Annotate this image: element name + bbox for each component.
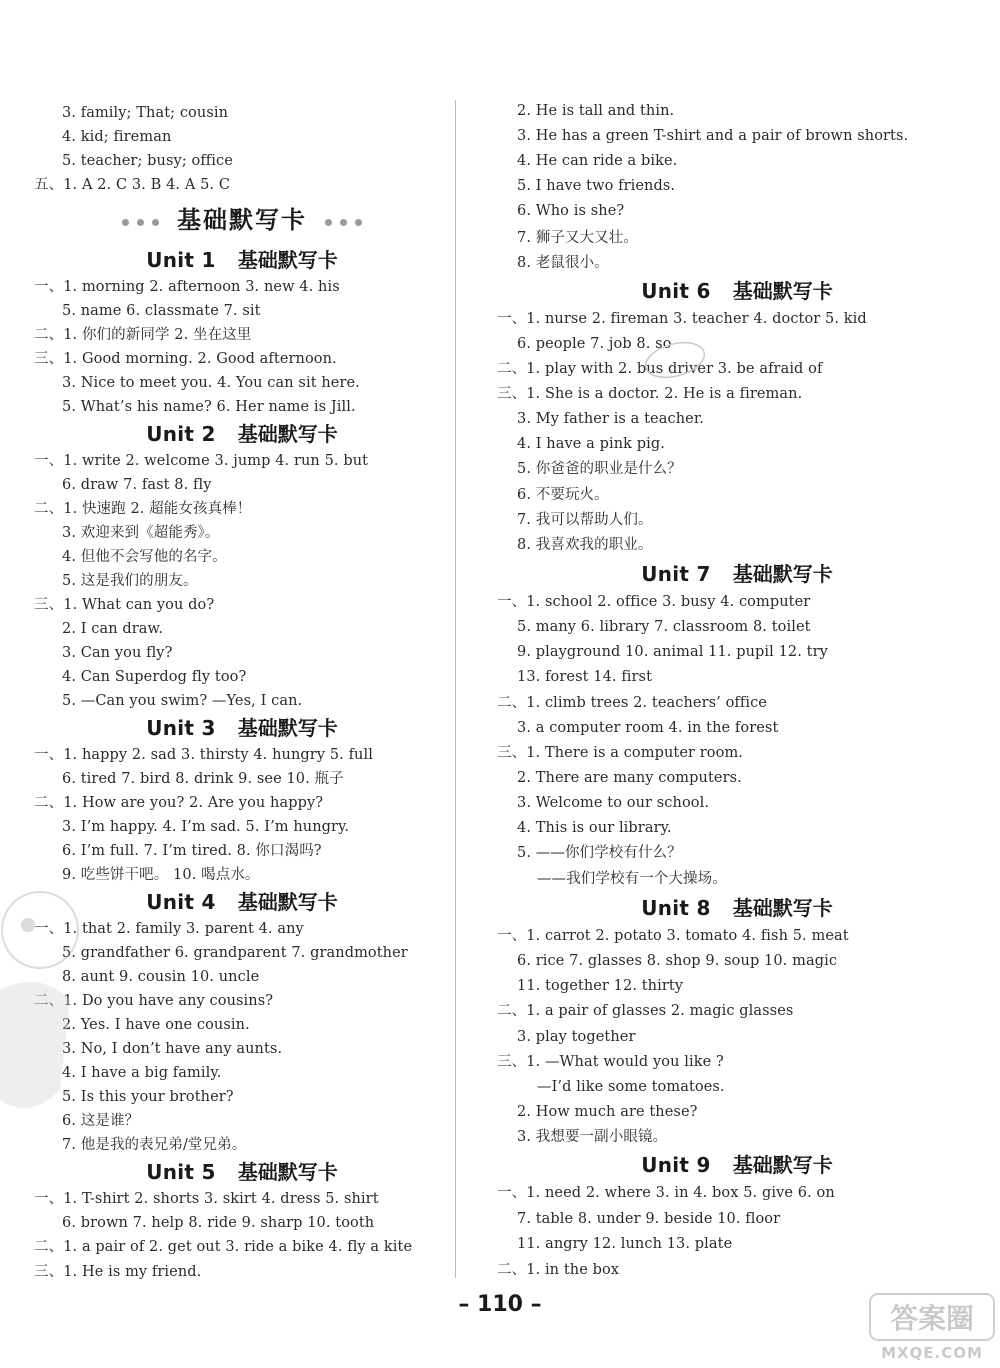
answer-line: 4. Can Superdog fly too? xyxy=(62,669,247,685)
answer-line: 5. ——你们学校有什么？ xyxy=(517,845,682,861)
unit-label: Unit 9 xyxy=(641,1153,711,1177)
answer-line: 3. 欢迎来到《超能秀》。 xyxy=(62,525,220,541)
answer-line: 5. 你爸爸的职业是什么？ xyxy=(517,461,682,477)
answer-line: 7. 狮子又大又壮。 xyxy=(517,230,638,246)
answer-line: 五、1. A 2. C 3. B 4. A 5. C xyxy=(34,177,231,193)
answer-line: 5. many 6. library 7. classroom 8. toilet xyxy=(517,619,811,635)
answer-line: 8. 我喜欢我的职业。 xyxy=(517,537,653,553)
answer-line: 2. Yes. I have one cousin. xyxy=(62,1017,250,1033)
answer-line: 一、1. morning 2. afternoon 3. new 4. his xyxy=(34,279,340,295)
answer-line: 三、1. —What would you like ? xyxy=(497,1054,724,1070)
answer-line: 9. 吃些饼干吧。 10. 喝点水。 xyxy=(62,867,260,883)
section-title xyxy=(32,203,452,237)
answer-line: 三、1. She is a doctor. 2. He is a fireman. xyxy=(497,386,803,402)
answer-line: 2. How much are these? xyxy=(517,1104,698,1120)
section-title-text: 基础默写卡 xyxy=(177,206,307,234)
answer-line: 5. Is this your brother? xyxy=(62,1089,234,1105)
unit-label: Unit 8 xyxy=(641,896,711,920)
answer-line: 6. I’m full. 7. I’m tired. 8. 你口渴吗? xyxy=(62,843,322,859)
answer-line: 6. 这是谁？ xyxy=(62,1113,140,1129)
answer-line: 4. This is our library. xyxy=(517,820,672,836)
answer-line: 5. —Can you swim? —Yes, I can. xyxy=(62,693,303,709)
decorative-dots-icon xyxy=(321,204,366,238)
answer-line: 13. forest 14. first xyxy=(517,669,653,685)
unit-heading xyxy=(32,247,452,273)
answer-line: 二、1. in the box xyxy=(497,1262,620,1278)
answer-line: 3. Nice to meet you. 4. You can sit here. xyxy=(62,375,360,391)
unit-title: 基础默写卡 xyxy=(237,1160,338,1184)
answer-line: 三、1. Good morning. 2. Good afternoon. xyxy=(34,351,337,367)
answer-line: 6. 不要玩火。 xyxy=(517,487,609,503)
unit-title: 基础默写卡 xyxy=(732,279,833,303)
unit-title: 基础默写卡 xyxy=(732,562,833,586)
unit-heading xyxy=(497,278,977,304)
answer-line: 6. rice 7. glasses 8. shop 9. soup 10. magic xyxy=(517,953,838,969)
unit-title: 基础默写卡 xyxy=(237,716,338,740)
answer-line: 三、1. There is a computer room. xyxy=(497,745,744,761)
answer-line: 一、1. write 2. welcome 3. jump 4. run 5. but xyxy=(34,453,369,469)
answer-line: 6. people 7. job 8. so xyxy=(517,336,672,352)
answer-line: 2. He is tall and thin. xyxy=(517,103,675,119)
answer-line: 7. table 8. under 9. beside 10. floor xyxy=(517,1211,781,1227)
answer-line: 7. 我可以帮助人们。 xyxy=(517,512,653,528)
unit-label: Unit 2 xyxy=(146,422,216,446)
answer-line: 二、1. play with 2. bus driver 3. be afraid of xyxy=(497,361,823,377)
answer-line: 一、1. need 2. where 3. in 4. box 5. give 6. on xyxy=(497,1185,835,1201)
unit-label: Unit 1 xyxy=(146,248,216,272)
answer-line: 二、1. Do you have any cousins? xyxy=(34,993,274,1009)
unit-heading xyxy=(497,561,977,587)
unit-label: Unit 5 xyxy=(146,1160,216,1184)
answer-line: 5. I have two friends. xyxy=(517,178,676,194)
unit-title: 基础默写卡 xyxy=(732,1153,833,1177)
answer-line: 4. I have a pink pig. xyxy=(517,436,665,452)
unit-label: Unit 4 xyxy=(146,890,216,914)
answer-line: 二、1. a pair of 2. get out 3. ride a bike 4. fly a kite xyxy=(34,1239,413,1255)
faint-stamp xyxy=(640,340,710,380)
answer-line: 3. I’m happy. 4. I’m sad. 5. I’m hungry. xyxy=(62,819,350,835)
answer-line: 6. tired 7. bird 8. drink 9. see 10. 瓶子 xyxy=(62,771,344,787)
page-number: – 110 – xyxy=(458,1292,542,1317)
answer-line: 5. grandfather 6. grandparent 7. grandmother xyxy=(62,945,408,961)
answer-line: ——我们学校有一个大操场。 xyxy=(537,871,727,887)
answer-line: 6. brown 7. help 8. ride 9. sharp 10. tooth xyxy=(62,1215,375,1231)
answer-line: 一、1. T-shirt 2. shorts 3. skirt 4. dress 5. shirt xyxy=(34,1191,379,1207)
answer-line: 3. Can you fly? xyxy=(62,645,173,661)
answer-line: 3. No, I don’t have any aunts. xyxy=(62,1041,283,1057)
answer-line: 4. He can ride a bike. xyxy=(517,153,678,169)
answer-line: 8. 老鼠很小。 xyxy=(517,255,609,271)
unit-label: Unit 7 xyxy=(641,562,711,586)
answer-line: 5. teacher; busy; office xyxy=(62,153,233,169)
answer-line: 6. draw 7. fast 8. fly xyxy=(62,477,212,493)
answer-line: 一、1. happy 2. sad 3. thirsty 4. hungry 5. full xyxy=(34,747,373,763)
unit-title: 基础默写卡 xyxy=(237,248,338,272)
answer-line: 3. He has a green T-shirt and a pair of brown shorts. xyxy=(517,128,909,144)
answer-line: 6. Who is she? xyxy=(517,203,625,219)
answer-line: 3. Welcome to our school. xyxy=(517,795,710,811)
answer-line: 3. a computer room 4. in the forest xyxy=(517,720,779,736)
answer-line: 2. I can draw. xyxy=(62,621,164,637)
answer-line: 5. 这是我们的朋友。 xyxy=(62,573,198,589)
unit-title: 基础默写卡 xyxy=(732,896,833,920)
answer-line: 4. I have a big family. xyxy=(62,1065,222,1081)
unit-heading xyxy=(32,715,452,741)
answer-line: 一、1. carrot 2. potato 3. tomato 4. fish 5. meat xyxy=(497,928,849,944)
answer-line: 3. 我想要一副小眼镜。 xyxy=(517,1129,668,1145)
mascot-illustration xyxy=(0,860,110,1160)
answer-line: 4. kid; fireman xyxy=(62,129,172,145)
unit-heading xyxy=(497,1152,977,1178)
answer-line: 3. family; That; cousin xyxy=(62,105,229,121)
answer-line: 11. together 12. thirty xyxy=(517,978,684,994)
answer-line: 2. There are many computers. xyxy=(517,770,742,786)
answer-line: 三、1. He is my friend. xyxy=(34,1264,202,1280)
unit-heading xyxy=(32,1159,452,1185)
unit-label: Unit 3 xyxy=(146,716,216,740)
decorative-dots-icon xyxy=(118,204,163,238)
answer-line: 3. play together xyxy=(517,1029,636,1045)
answer-line: 8. aunt 9. cousin 10. uncle xyxy=(62,969,260,985)
answer-line: 二、1. 快速跑 2. 超能女孩真棒！ xyxy=(34,501,252,517)
column-divider xyxy=(455,100,456,1278)
unit-label: Unit 6 xyxy=(641,279,711,303)
unit-title: 基础默写卡 xyxy=(237,890,338,914)
answer-line: 二、1. a pair of glasses 2. magic glasses xyxy=(497,1003,794,1019)
watermark-top-text: 答案圈 xyxy=(889,1302,975,1335)
unit-title: 基础默写卡 xyxy=(237,422,338,446)
answer-line: 3. My father is a teacher. xyxy=(517,411,704,427)
answer-line: 一、1. that 2. family 3. parent 4. any xyxy=(34,921,304,937)
answer-line: 9. playground 10. animal 11. pupil 12. try xyxy=(517,644,828,660)
answer-line: 一、1. school 2. office 3. busy 4. computer xyxy=(497,594,811,610)
answer-line: 二、1. climb trees 2. teachers’ office xyxy=(497,695,767,711)
unit-heading xyxy=(32,421,452,447)
answer-line: 三、1. What can you do? xyxy=(34,597,215,613)
answer-line: 5. What’s his name? 6. Her name is Jill. xyxy=(62,399,356,415)
answer-line: 二、1. 你们的新同学 2. 坐在这里 xyxy=(34,327,252,343)
unit-heading xyxy=(497,895,977,921)
answer-line: —I’d like some tomatoes. xyxy=(537,1079,725,1095)
answer-line: 4. 但他不会写他的名字。 xyxy=(62,549,227,565)
answer-line: 一、1. nurse 2. fireman 3. teacher 4. doctor 5. kid xyxy=(497,311,867,327)
answer-line: 二、1. How are you? 2. Are you happy? xyxy=(34,795,324,811)
answer-line: 11. angry 12. lunch 13. plate xyxy=(517,1236,733,1252)
answer-line: 5. name 6. classmate 7. sit xyxy=(62,303,261,319)
watermark-bottom-text: MXQE.COM xyxy=(881,1344,983,1362)
answer-line: 7. 他是我的表兄弟/堂兄弟。 xyxy=(62,1137,247,1153)
watermark-logo xyxy=(868,1292,996,1364)
